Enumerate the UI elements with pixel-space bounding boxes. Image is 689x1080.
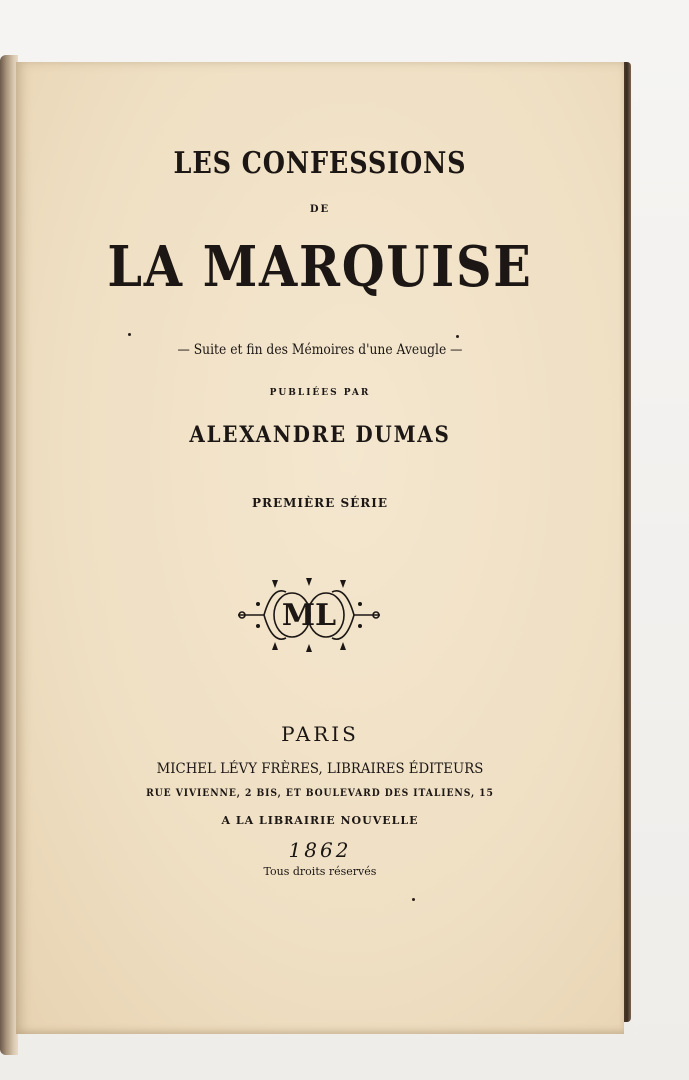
publisher-emblem-icon (234, 574, 384, 656)
publication-year: 1862 (288, 838, 352, 862)
title-line-2: LA MARQUISE (107, 234, 533, 300)
ink-speck (412, 898, 415, 901)
author-name: ALEXANDRE DUMAS (189, 422, 451, 448)
publisher-address: RUE VIVIENNE, 2 BIS, ET BOULEVARD DES ITALIENS, 15 (146, 788, 494, 799)
ink-speck (456, 335, 459, 338)
title-line-1: LES CONFESSIONS (173, 146, 467, 181)
rights-notice: Tous droits réservés (263, 865, 377, 878)
publication-city: PARIS (281, 722, 359, 746)
publisher-name: MICHEL LÉVY FRÈRES, LIBRAIRES ÉDITEURS (156, 761, 484, 777)
ink-speck (128, 333, 131, 336)
bookshop-line: A LA LIBRAIRIE NOUVELLE (221, 814, 419, 827)
title-page (16, 62, 624, 1034)
series-label: PREMIÈRE SÉRIE (251, 496, 389, 510)
subtitle: — Suite et fin des Mémoires d'une Aveugle — (177, 342, 463, 358)
published-by-label: PUBLIÉES PAR (269, 388, 371, 398)
emblem-monogram: ML (281, 598, 337, 633)
title-connector: DE (309, 204, 331, 215)
